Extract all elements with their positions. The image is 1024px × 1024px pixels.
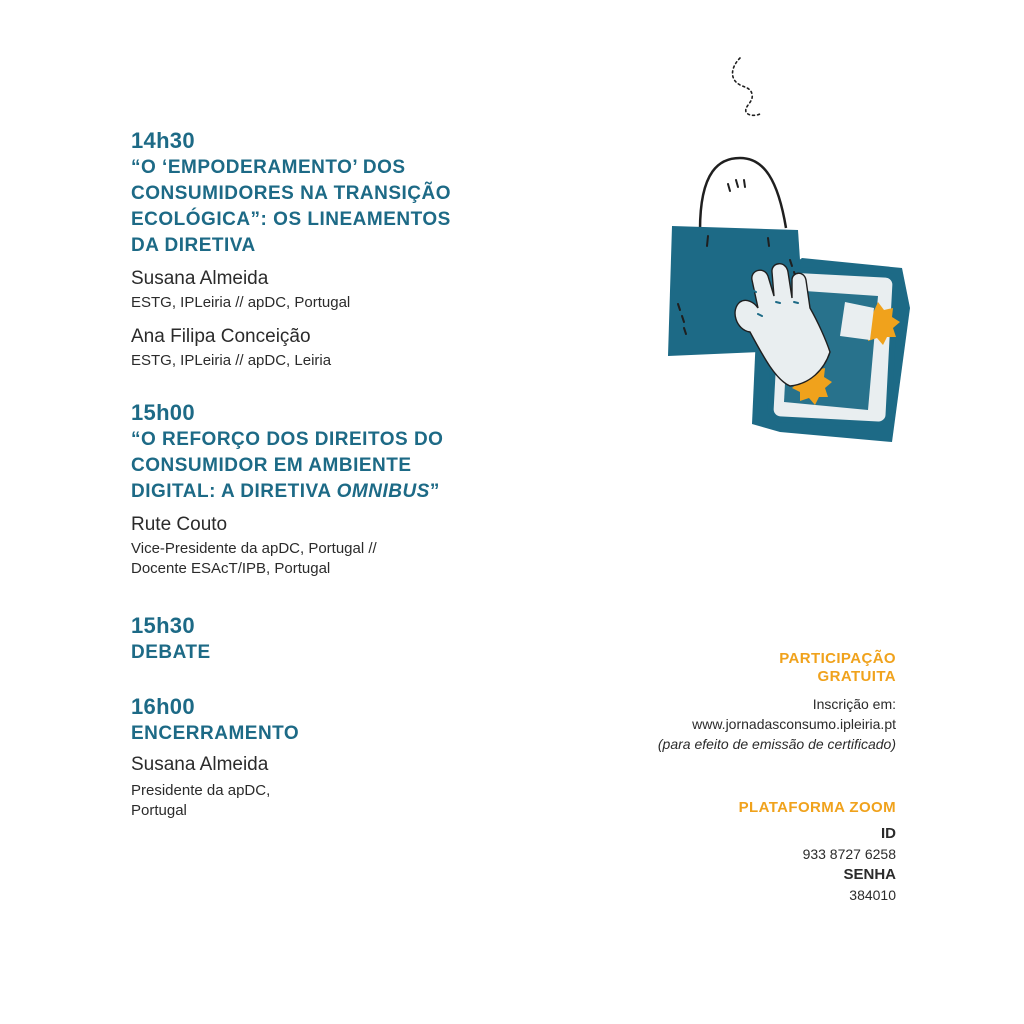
speaker-name: Ana Filipa Conceição xyxy=(131,326,311,347)
session-time: 14h30 xyxy=(131,128,195,153)
register-link[interactable]: www.jornadasconsumo.ipleiria.pt xyxy=(692,716,896,732)
speaker-affiliation: ESTG, IPLeiria // apDC, Portugal xyxy=(131,294,351,311)
speaker-name: Rute Couto xyxy=(131,514,228,535)
zoom-password-value: 384010 xyxy=(849,887,896,903)
register-note: (para efeito de emissão de certificado) xyxy=(657,736,896,752)
speaker-name: Susana Almeida xyxy=(131,754,269,775)
zoom-heading: PLATAFORMA ZOOM xyxy=(738,799,896,816)
zoom-id-label: ID xyxy=(881,825,896,842)
shopping-bag-tablet-hand-icon xyxy=(640,40,930,460)
zoom-id-value: 933 8727 6258 xyxy=(802,846,896,862)
session-1430 xyxy=(131,129,531,371)
session-title-line: “O REFORÇO DOS DIREITOS DO xyxy=(131,429,444,450)
session-title: ENCERRAMENTO xyxy=(131,723,300,744)
speaker-affiliation: ESTG, IPLeiria // apDC, Leiria xyxy=(131,352,332,369)
session-1500 xyxy=(131,401,531,579)
session-title: DEBATE xyxy=(131,642,211,663)
session-1530 xyxy=(131,614,531,666)
session-title-line: ECOLÓGICA”: OS LINEAMENTOS xyxy=(131,209,451,230)
session-title-line: DIGITAL: A DIRETIVA OMNIBUS” xyxy=(131,481,440,502)
participation-info xyxy=(576,650,896,754)
session-title xyxy=(131,155,531,259)
session-1600 xyxy=(131,695,531,821)
zoom-password-label: SENHA xyxy=(843,866,896,883)
session-title-line: CONSUMIDORES NA TRANSIÇÃO xyxy=(131,183,452,204)
omnibus-italic: OMNIBUS xyxy=(336,481,430,502)
speaker-name: Susana Almeida xyxy=(131,268,269,289)
session-time: 15h00 xyxy=(131,400,195,425)
session-time: 15h30 xyxy=(131,613,195,638)
session-title-line: “O ‘EMPODERAMENTO’ DOS xyxy=(131,157,406,178)
session-title-line: DA DIRETIVA xyxy=(131,235,256,256)
session-time: 16h00 xyxy=(131,694,195,719)
participation-heading: PARTICIPAÇÃO GRATUITA xyxy=(779,650,896,685)
zoom-info xyxy=(576,799,896,905)
session-title xyxy=(131,427,531,505)
session-title-line: CONSUMIDOR EM AMBIENTE xyxy=(131,455,412,476)
speaker-affiliation: Presidente da apDC, Portugal xyxy=(131,782,271,819)
speaker-affiliation: Vice-Presidente da apDC, Portugal // Docente ESAcT/IPB, Portugal xyxy=(131,540,377,577)
register-label: Inscrição em: xyxy=(812,696,896,712)
